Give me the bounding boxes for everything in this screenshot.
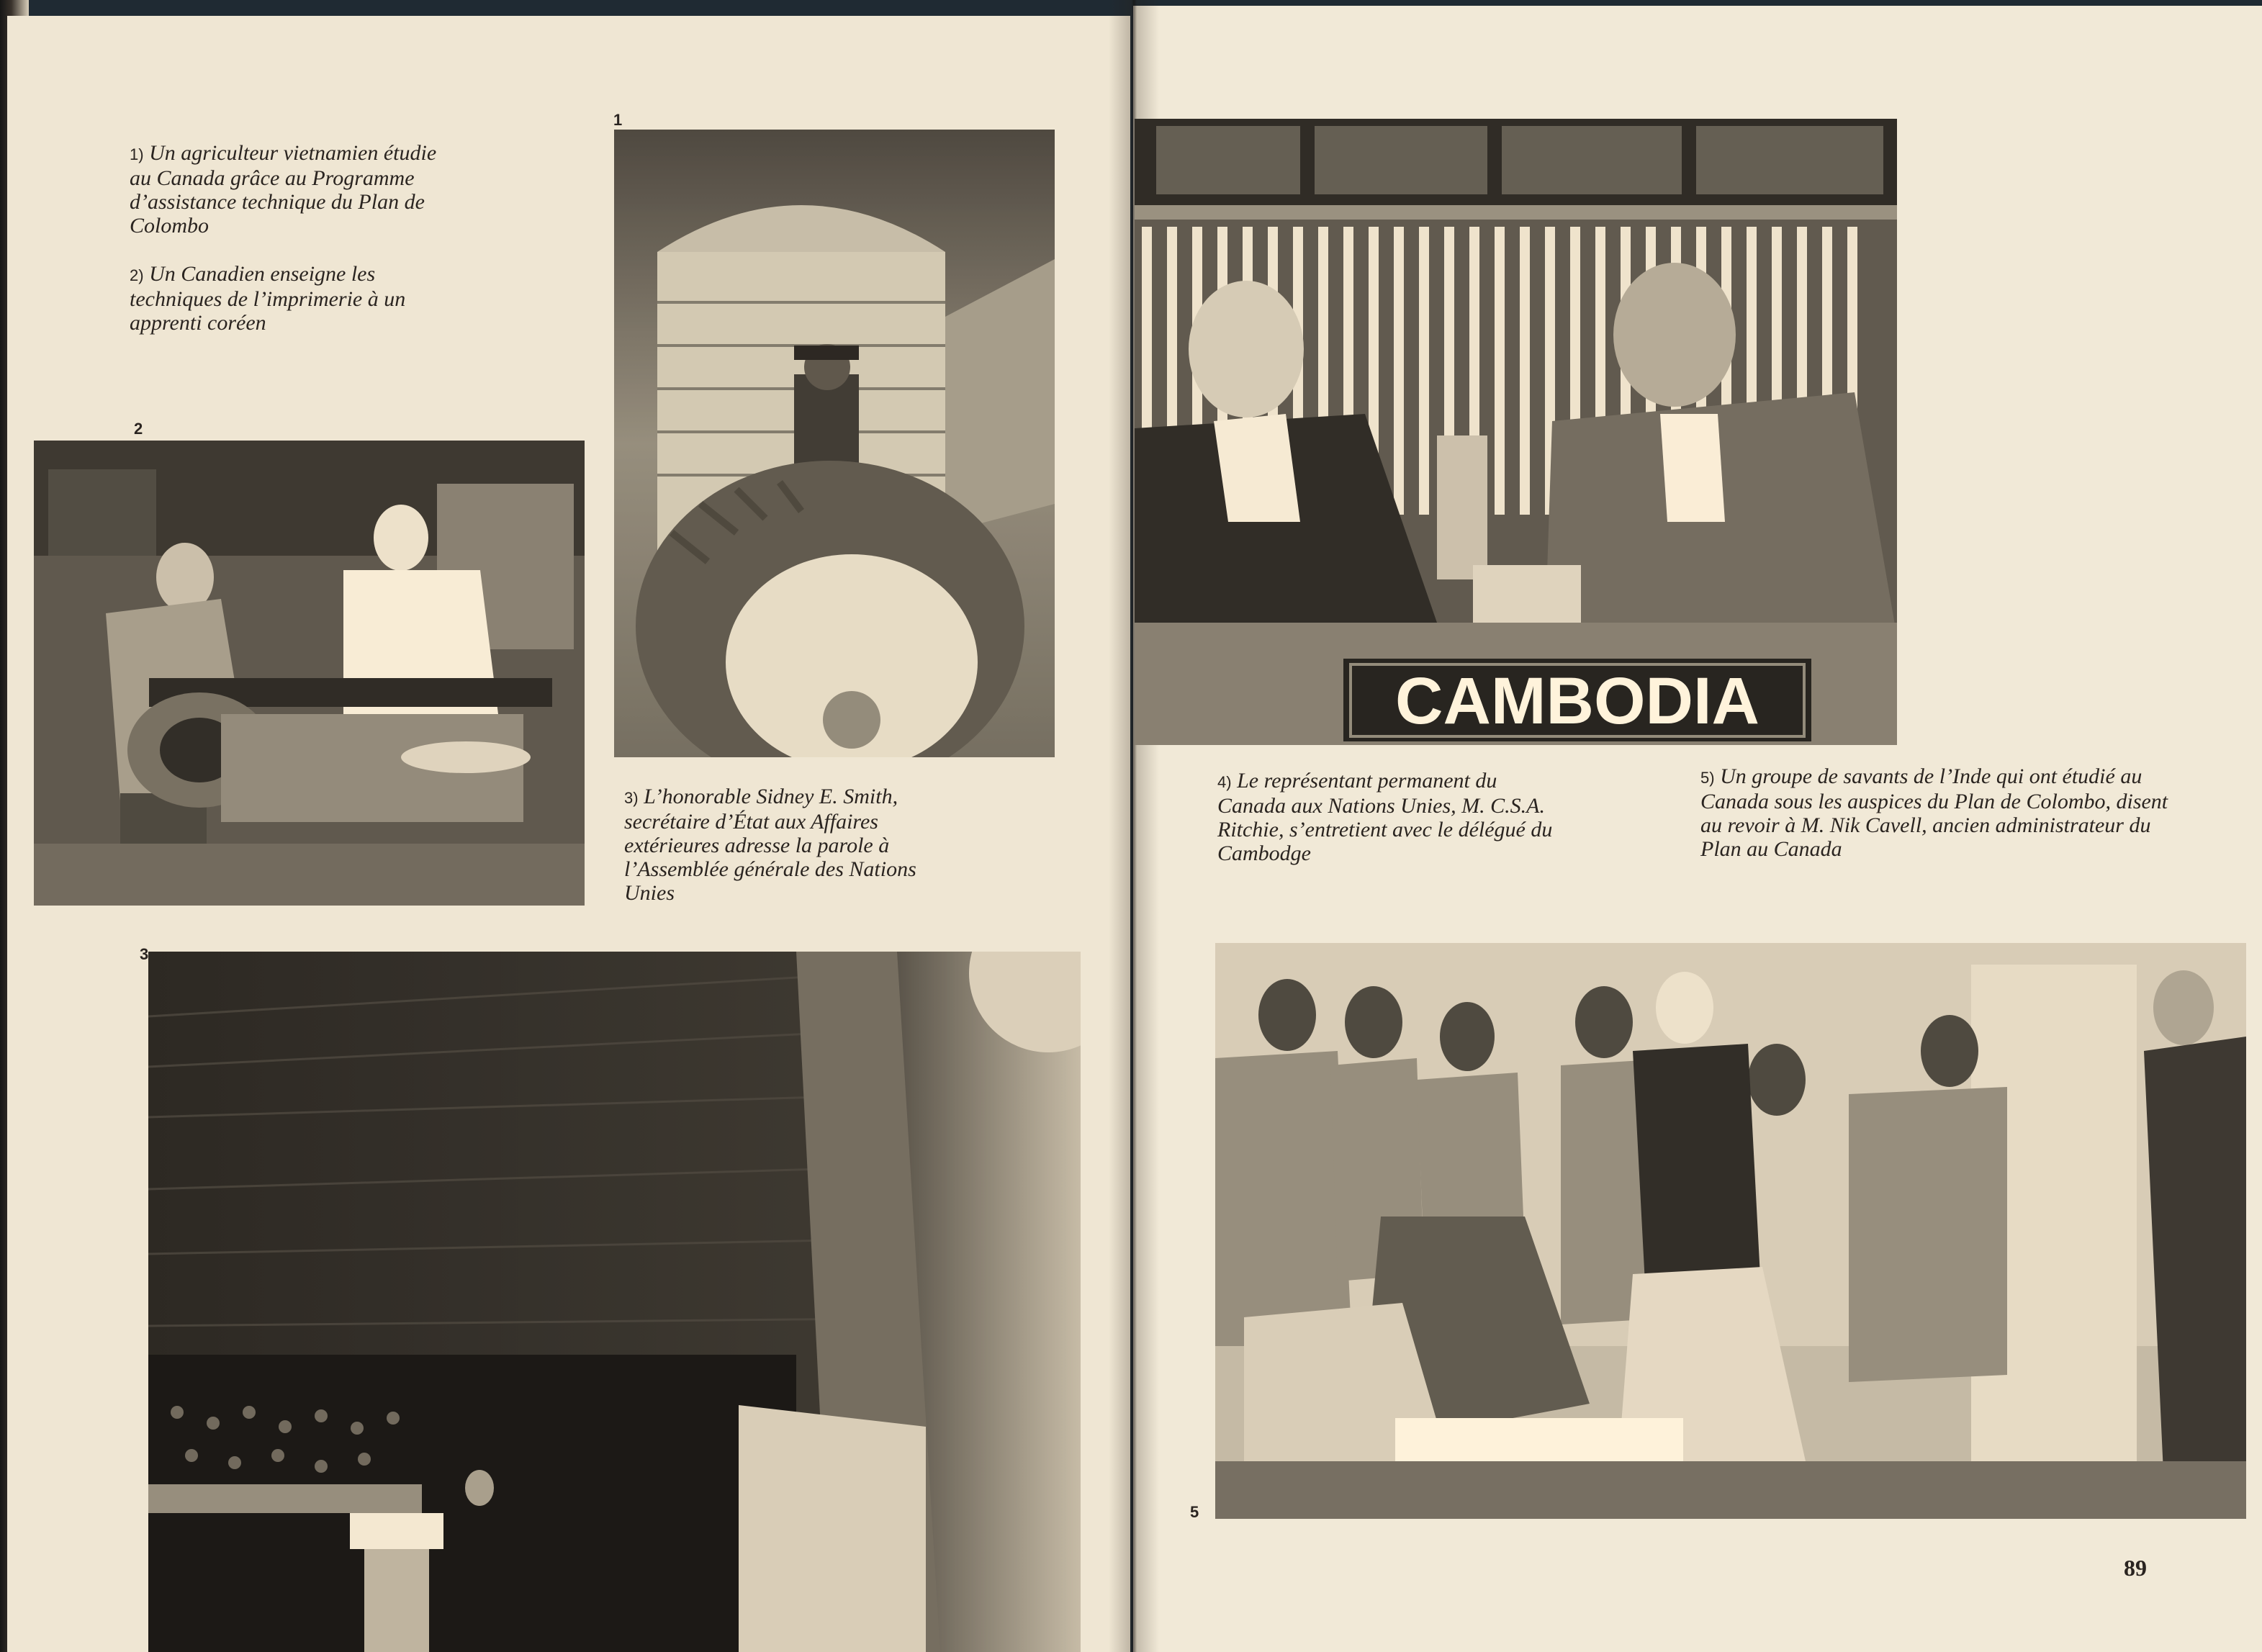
figure-number-5: 5 xyxy=(1190,1503,1199,1521)
caption-1-text: Un agriculteur vietnamien étudie au Canada grâce au Programme d’assistance technique du Plan de Colombo xyxy=(130,141,437,238)
caption-3-number: 3) xyxy=(624,789,639,807)
caption-2-number: 2) xyxy=(130,266,144,284)
photo-printing-lesson xyxy=(34,441,585,906)
caption-5 xyxy=(1700,764,2190,861)
caption-4-text: Le représentant permanent du Canada aux Nations Unies, M. C.S.A. Ritchie, s’entretient avec le délégué du Cambodge xyxy=(1217,769,1553,865)
caption-1-number: 1) xyxy=(130,145,144,163)
caption-2 xyxy=(130,262,461,335)
figure-number-2: 2 xyxy=(134,420,143,438)
photo-cambodia-delegates-image xyxy=(1135,119,1897,745)
caption-3-text: L’honorable Sidney E. Smith, secrétaire d’État aux Affaires extérieures adresse la parole à l’Assemblée générale des Nations Unies xyxy=(624,785,916,905)
cambodia-nameplate: CAMBODIA xyxy=(1395,664,1759,738)
figure-number-1: 1 xyxy=(613,111,623,129)
photo-printing-lesson-image xyxy=(34,441,585,906)
caption-4-number: 4) xyxy=(1217,773,1232,791)
photo-cambodia-delegates xyxy=(1135,119,1897,745)
photo-indian-scientists xyxy=(1215,943,2246,1519)
caption-5-text: Un groupe de savants de l’Inde qui ont étudié au Canada sous les auspices du Plan de Colombo, disent au revoir à M. Nik Cavell, ancien administrateur du Plan au Canada xyxy=(1700,764,2168,861)
photo-farmer-tractor xyxy=(614,130,1055,757)
photo-general-assembly-image xyxy=(148,952,1081,1652)
photo-indian-scientists-image xyxy=(1215,943,2246,1519)
caption-3 xyxy=(624,785,948,905)
figure-number-3: 3 xyxy=(140,945,149,963)
caption-1 xyxy=(130,141,461,238)
page-number: 89 xyxy=(2124,1555,2147,1581)
caption-4 xyxy=(1217,769,1563,865)
caption-2-text: Un Canadien enseigne les techniques de l’imprimerie à un apprenti coréen xyxy=(130,262,406,335)
caption-5-number: 5) xyxy=(1700,769,1715,787)
photo-general-assembly xyxy=(148,952,1081,1652)
photo-farmer-tractor-image xyxy=(614,130,1055,757)
